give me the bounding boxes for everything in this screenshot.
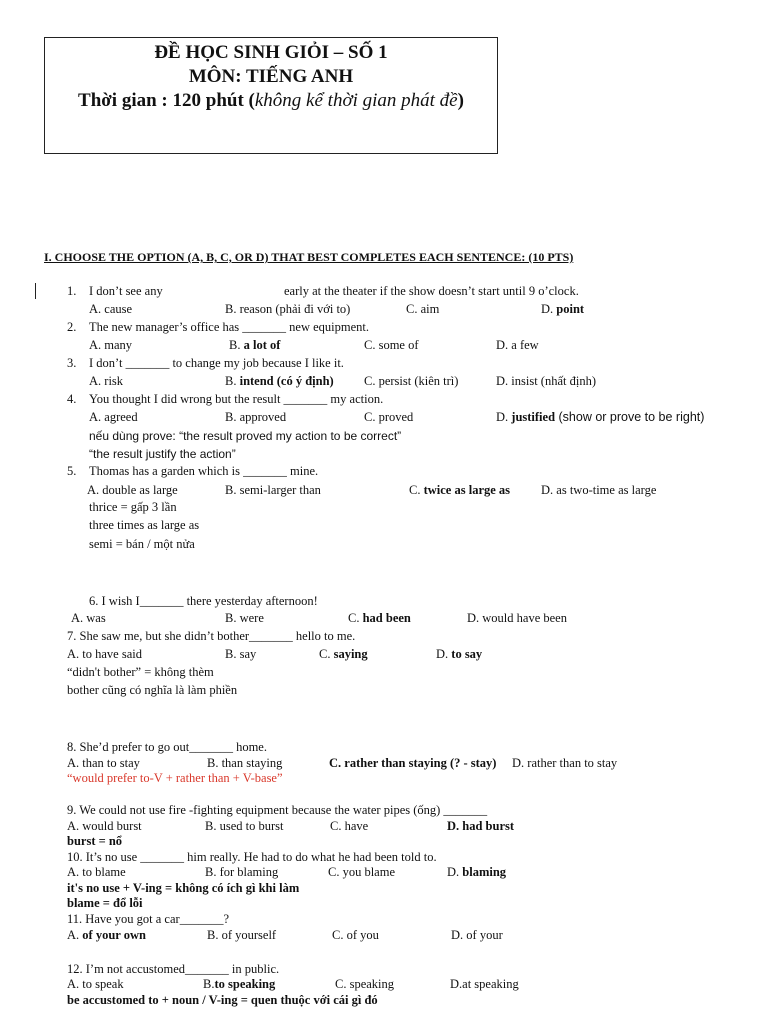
q10-note-no-use: it's no use + V-ing = không có ích gì khi làm — [67, 881, 300, 895]
q12-note-accustomed: be accustomed to + noun / V-ing = quen thuộc với cái gì đó — [67, 993, 378, 1007]
q4-note-justify: “the result justify the action” — [89, 447, 236, 461]
q12-option-b: B.to speaking — [203, 977, 276, 991]
q5-number: 5. — [67, 464, 77, 478]
exam-subject: MÔN: TIẾNG ANH — [188, 66, 354, 87]
q7-option-c: C. saying — [319, 647, 368, 661]
q11-option-b: B. of yourself — [207, 928, 277, 942]
q10-option-b: B. for blaming — [205, 865, 279, 879]
q9-note-burst: burst = nổ — [67, 834, 123, 848]
q12-text: 12. I’m not accustomed_______ in public. — [67, 962, 280, 976]
q10-text: 10. It’s no use _______ him really. He had to do what he had been told to. — [67, 850, 437, 864]
q2-option-c: C. some of — [364, 338, 419, 352]
q6-option-b: B. were — [225, 611, 264, 625]
q7-option-a: A. to have said — [67, 647, 142, 661]
q3-option-d: D. insist (nhất định) — [496, 374, 596, 388]
q2-option-d: D. a few — [496, 338, 539, 352]
q10-option-c: C. you blame — [328, 865, 396, 879]
q4-number: 4. — [67, 392, 77, 406]
q2-text: The new manager’s office has _______ new equipment. — [89, 320, 370, 334]
q11-option-c: C. of you — [332, 928, 379, 942]
q4-note-prove: nếu dùng prove: “the result proved my action to be correct” — [89, 429, 402, 443]
q12-option-a: A. to speak — [67, 977, 124, 991]
q5-note-thrice: thrice = gấp 3 lần — [89, 500, 177, 514]
q2-number: 2. — [67, 320, 77, 334]
q8-note-grammar: “would prefer to-V + rather than + V-base” — [67, 771, 283, 785]
q6-option-d: D. would have been — [467, 611, 567, 625]
q12-option-d: D.at speaking — [450, 977, 519, 991]
q7-text: 7. She saw me, but she didn’t bother_______ hello to me. — [67, 629, 356, 643]
q6-option-a: A. was — [71, 611, 106, 625]
exam-header-box — [44, 37, 498, 154]
q5-note-three-times: three times as large as — [89, 518, 200, 532]
q9-option-b: B. used to burst — [205, 819, 284, 833]
q10-option-d: D. blaming — [447, 865, 507, 879]
q6-option-c: C. had been — [348, 611, 411, 625]
exam-time: Thời gian : 120 phút (không kể thời gian phát đề) — [78, 90, 464, 111]
q9-option-a: A. would burst — [67, 819, 142, 833]
section-title: I. CHOOSE THE OPTION (A, B, C, OR D) THAT BEST COMPLETES EACH SENTENCE: (10 PTS) — [44, 250, 574, 264]
q7-note-didnt-bother: “didn't bother” = không thèm — [67, 665, 214, 679]
q5-option-a: A. double as large — [87, 483, 178, 497]
q5-option-b: B. semi-larger than — [225, 483, 321, 497]
q8-text: 8. She’d prefer to go out_______ home. — [67, 740, 267, 754]
q1-option-b: B. reason (phải đi với to) — [225, 302, 351, 316]
q5-text: Thomas has a garden which is _______ mine. — [89, 464, 319, 478]
q12-option-c: C. speaking — [335, 977, 395, 991]
q5-option-c: C. twice as large as — [409, 483, 511, 497]
q11-option-a: A. of your own — [67, 928, 146, 942]
text-cursor — [35, 283, 36, 299]
q1-text-start: I don’t see any — [89, 284, 163, 298]
q1-option-a: A. cause — [89, 302, 133, 316]
q3-option-b: B. intend (có ý định) — [225, 374, 334, 388]
q7-option-d: D. to say — [436, 647, 483, 661]
q11-option-d: D. of your — [451, 928, 503, 942]
q4-option-d: D. justified (show or prove to be right) — [496, 410, 705, 424]
q8-option-d: D. rather than to stay — [512, 756, 618, 770]
q9-option-d: D. had burst — [447, 819, 515, 833]
q3-option-c: C. persist (kiên trì) — [364, 374, 459, 388]
q1-option-d: D. point — [541, 302, 585, 316]
q4-option-c: C. proved — [364, 410, 414, 424]
exam-title: ĐỀ HỌC SINH GIỎI – SỐ 1 — [154, 42, 388, 63]
q4-text: You thought I did wrong but the result _______ my action. — [89, 392, 384, 406]
q4-option-b: B. approved — [225, 410, 287, 424]
q5-option-d: D. as two-time as large — [541, 483, 657, 497]
q5-note-semi: semi = bán / một nửa — [89, 537, 195, 551]
q7-option-b: B. say — [225, 647, 257, 661]
q9-option-c: C. have — [330, 819, 369, 833]
q6-text: 6. I wish I_______ there yesterday afternoon! — [89, 594, 318, 608]
q8-option-c: C. rather than staying (? - stay) — [329, 756, 497, 770]
q1-text-end: early at the theater if the show doesn’t start until 9 o’clock. — [284, 284, 579, 298]
q2-option-b: B. a lot of — [229, 338, 281, 352]
q11-text: 11. Have you got a car_______? — [67, 912, 229, 926]
q10-note-blame: blame = đổ lỗi — [67, 896, 143, 910]
q7-note-bother: bother cũng có nghĩa là làm phiền — [67, 683, 238, 697]
q1-number: 1. — [67, 284, 77, 298]
q8-option-a: A. than to stay — [67, 756, 140, 770]
q2-option-a: A. many — [89, 338, 133, 352]
q3-text: I don’t _______ to change my job because I like it. — [89, 356, 344, 370]
q9-text: 9. We could not use fire -fighting equipment because the water pipes (ống) _______ — [67, 803, 488, 817]
q1-option-c: C. aim — [406, 302, 440, 316]
q4-option-a: A. agreed — [89, 410, 138, 424]
q8-option-b: B. than staying — [207, 756, 283, 770]
q3-number: 3. — [67, 356, 77, 370]
q10-option-a: A. to blame — [67, 865, 126, 879]
q3-option-a: A. risk — [89, 374, 124, 388]
